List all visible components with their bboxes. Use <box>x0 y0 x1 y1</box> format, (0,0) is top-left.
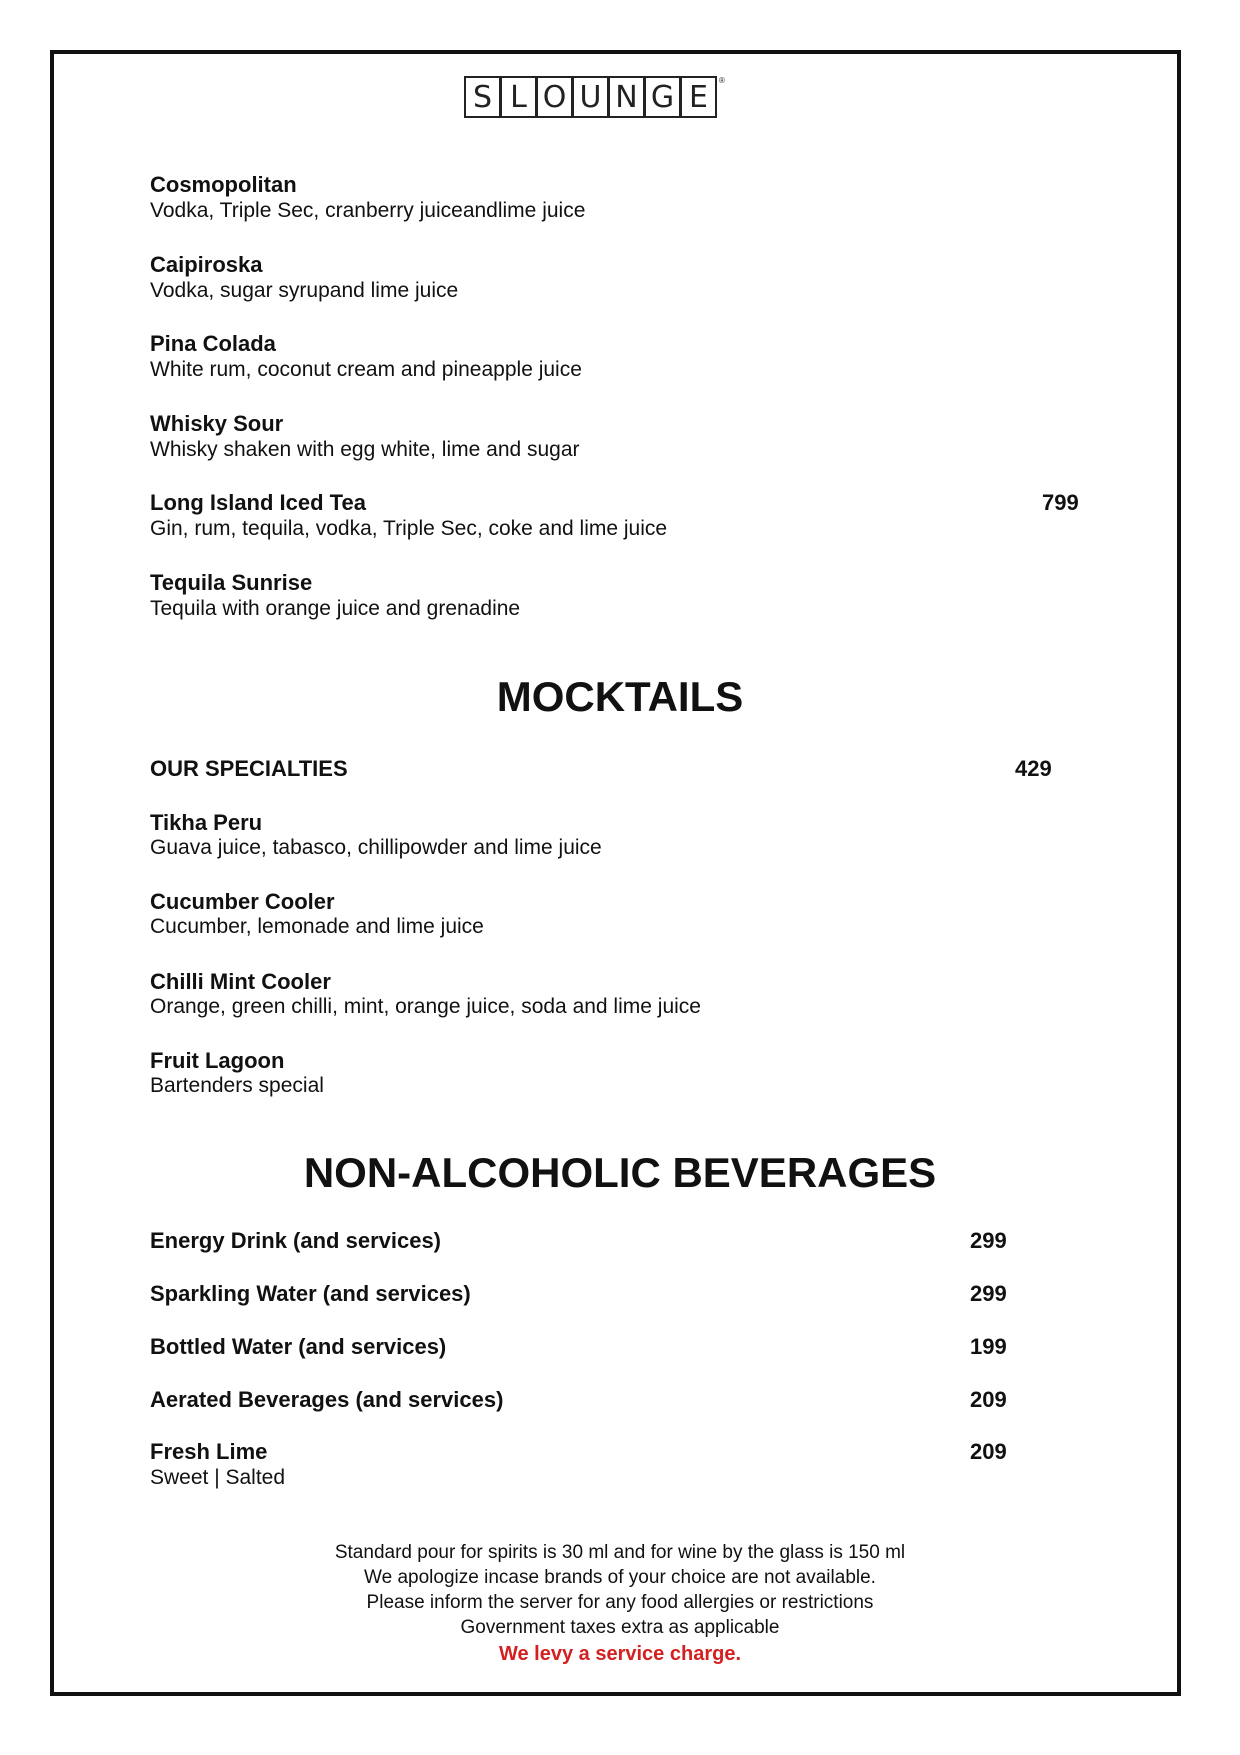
specialties-label: OUR SPECIALTIES <box>150 756 348 781</box>
logo-letter: O <box>537 76 573 118</box>
service-charge-notice: We levy a service charge. <box>498 1643 741 1665</box>
menu-item-name: Bottled Water (and services) <box>150 1334 447 1359</box>
menu-item-name: Fruit Lagoon <box>150 1048 285 1073</box>
menu-item-price: 299 <box>970 1281 1007 1306</box>
menu-item-description: Vodka, sugar syrupand lime juice <box>150 279 459 302</box>
menu-item-name: Pina Colada <box>150 331 276 356</box>
logo-letter: N <box>609 76 645 118</box>
section-title-mocktails: MOCKTAILS <box>496 673 744 720</box>
menu-item-name: Sparkling Water (and services) <box>150 1281 471 1306</box>
menu-item-name: Long Island Iced Tea <box>150 490 366 515</box>
menu-item-name: Chilli Mint Cooler <box>150 969 331 994</box>
menu-item-name: Whisky Sour <box>150 411 284 436</box>
menu-item-name: Energy Drink (and services) <box>150 1228 442 1253</box>
menu-item-price: 209 <box>970 1387 1007 1412</box>
footer-note: We apologize incase brands of your choice are not available. <box>364 1567 876 1588</box>
menu-item-name: Cosmopolitan <box>150 172 297 197</box>
logo-letter: G <box>645 76 681 118</box>
specialties-price: 429 <box>1015 756 1052 781</box>
registered-mark: ® <box>719 76 725 85</box>
section-title-non-alcoholic: NON-ALCOHOLIC BEVERAGES <box>303 1149 937 1196</box>
menu-item-description: Bartenders special <box>150 1074 324 1097</box>
logo-letter: S <box>464 76 501 118</box>
logo-letter: L <box>501 76 537 118</box>
menu-item-description: Whisky shaken with egg white, lime and sugar <box>150 438 580 461</box>
menu-item-name: Fresh Lime <box>150 1439 268 1464</box>
menu-item-description: White rum, coconut cream and pineapple juice <box>150 358 582 381</box>
menu-item-price: 199 <box>970 1334 1007 1359</box>
menu-item-description: Cucumber, lemonade and lime juice <box>150 915 484 938</box>
brand-logo <box>464 76 725 118</box>
menu-item-description: Sweet | Salted <box>150 1466 286 1489</box>
menu-item-description: Guava juice, tabasco, chillipowder and lime juice <box>150 836 602 859</box>
logo-letter: U <box>573 76 609 118</box>
menu-item-name: Caipiroska <box>150 252 263 277</box>
footer-note: Standard pour for spirits is 30 ml and for wine by the glass is 150 ml <box>334 1542 906 1563</box>
menu-item-description: Tequila with orange juice and grenadine <box>150 597 521 620</box>
menu-item-description: Gin, rum, tequila, vodka, Triple Sec, coke and lime juice <box>150 517 668 540</box>
cocktails-price: 799 <box>1042 490 1079 515</box>
menu-item-name: Aerated Beverages (and services) <box>150 1387 504 1412</box>
footer-note: Government taxes extra as applicable <box>460 1617 780 1638</box>
menu-item-description: Vodka, Triple Sec, cranberry juiceandlime juice <box>150 199 586 222</box>
menu-item-description: Orange, green chilli, mint, orange juice, soda and lime juice <box>150 995 701 1018</box>
menu-item-price: 209 <box>970 1439 1007 1464</box>
menu-item-name: Tikha Peru <box>150 810 263 835</box>
footer-note: Please inform the server for any food allergies or restrictions <box>366 1592 874 1613</box>
menu-item-name: Cucumber Cooler <box>150 889 335 914</box>
logo-letter: E <box>681 76 717 118</box>
menu-item-price: 299 <box>970 1228 1007 1253</box>
menu-item-name: Tequila Sunrise <box>150 570 313 595</box>
